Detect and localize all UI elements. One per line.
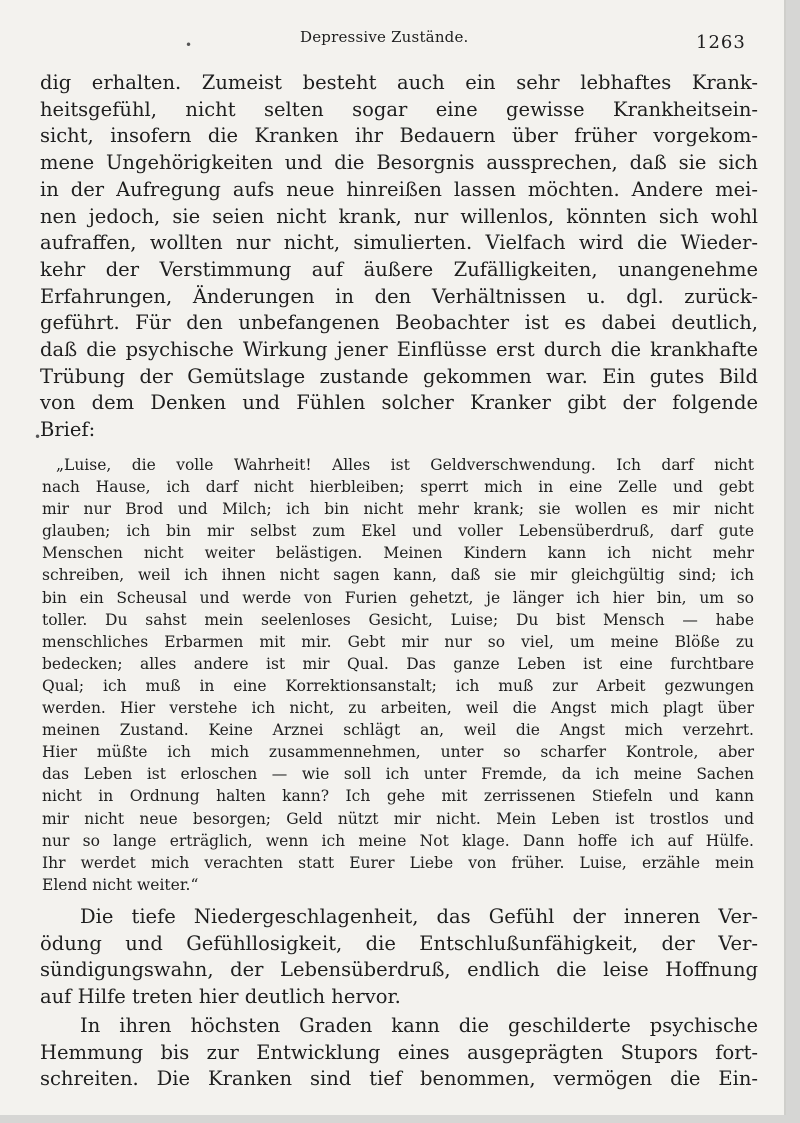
letter-line: bin ein Scheusal und werde von Furien gehetzt, je länger ich hier bin, um so bbox=[42, 588, 754, 607]
text-line: Erfahrungen, Änderungen in den Verhältnissen u. dgl. zurück- bbox=[40, 284, 758, 308]
letter-line: nicht in Ordnung halten kann? Ich gehe mit zerrissenen Stiefeln und kann bbox=[42, 787, 754, 806]
letter-line: schreiben, weil ich ihnen nicht sagen kann, daß sie mir gleichgültig sind; ich bbox=[42, 566, 754, 585]
text-line: schreiten. Die Kranken sind tief benommen, vermögen die Ein- bbox=[40, 1067, 758, 1091]
text-line: Trübung der Gemütslage zustande gekommen war. Ein gutes Bild bbox=[40, 364, 758, 388]
text-line: In ihren höchsten Graden kann die geschilderte psychische bbox=[80, 1014, 758, 1037]
text-line: heitsgefühl, nicht selten sogar eine gewisse Krankheitsein- bbox=[40, 97, 758, 121]
paragraph-2 bbox=[40, 904, 758, 1011]
text-line: kehr der Verstimmung auf äußere Zufälligkeiten, unangenehme bbox=[40, 257, 758, 281]
letter-line: glauben; ich bin mir selbst zum Ekel und voller Lebensüberdruß, darf gute bbox=[42, 522, 754, 541]
text-line: sicht, insofern die Kranken ihr Bedauern über früher vorgekom- bbox=[40, 124, 758, 148]
text-line: geführt. Für den unbefangenen Beobachter ist es dabei deutlich, bbox=[40, 311, 758, 335]
letter-line: Qual; ich muß in eine Korrektionsanstalt; ich muß zur Arbeit gezwungen bbox=[42, 676, 754, 695]
text-line: nen jedoch, sie seien nicht krank, nur willenlos, könnten sich wohl bbox=[40, 204, 758, 228]
letter-line: meinen Zustand. Keine Arznei schlägt an, weil die Angst mich verzehrt. bbox=[42, 721, 754, 740]
letter-line: „Luise, die volle Wahrheit! Alles ist Geldverschwendung. Ich darf nicht bbox=[56, 456, 754, 474]
text-line: daß die psychische Wirkung jener Einflüsse erst durch die krankhafte bbox=[40, 338, 758, 362]
text-line: in der Aufregung aufs neue hinreißen lassen möchten. Andere mei- bbox=[40, 177, 758, 201]
text-line: Die tiefe Niedergeschlagenheit, das Gefühl der inneren Ver- bbox=[80, 905, 758, 928]
letter-line: nur so lange erträglich, wenn ich meine Not klage. Dann hoffe ich auf Hülfe. bbox=[42, 831, 754, 850]
text-line: dig erhalten. Zumeist besteht auch ein sehr lebhaftes Krank- bbox=[40, 71, 758, 94]
paragraph-1 bbox=[40, 70, 758, 444]
text-line: auf Hilfe treten hier deutlich hervor. bbox=[40, 985, 401, 1009]
letter-line: mir nicht neue besorgen; Geld nützt mir nicht. Mein Leben ist trostlos und bbox=[42, 809, 754, 828]
letter-line: Elend nicht weiter.“ bbox=[42, 875, 199, 894]
letter-line: mir nur Brod und Milch; ich bin nicht mehr krank; sie wollen es mir nicht bbox=[42, 500, 754, 519]
letter-line: das Leben ist erloschen — wie soll ich unter Fremde, da ich meine Sachen bbox=[42, 765, 754, 784]
letter-line: Ihr werdet mich verachten statt Eurer Liebe von früher. Luise, erzähle mein bbox=[42, 853, 754, 872]
letter-line: toller. Du sahst mein seelenloses Gesicht, Luise; Du bist Mensch — habe bbox=[42, 610, 754, 629]
text-line: Brief: bbox=[40, 418, 96, 442]
text-line: mene Ungehörigkeiten und die Besorgnis aussprechen, daß sie sich bbox=[40, 151, 758, 175]
speck-mark: • bbox=[185, 38, 193, 52]
text-line: Hemmung bis zur Entwicklung eines ausgeprägten Stupors fort- bbox=[40, 1040, 758, 1064]
speck-mark: • bbox=[34, 430, 42, 444]
paragraph-3 bbox=[40, 1013, 758, 1093]
letter-line: menschliches Erbarmen mit mir. Gebt mir nur so viel, um meine Blöße zu bbox=[42, 632, 754, 651]
text-line: aufraffen, wollten nur nicht, simulierten. Vielfach wird die Wieder- bbox=[40, 231, 758, 255]
letter-line: Menschen nicht weiter belästigen. Meinen Kindern kann ich nicht mehr bbox=[42, 544, 754, 563]
letter-line: Hier müßte ich mich zusammennehmen, unter so scharfer Kontrole, aber bbox=[42, 743, 754, 762]
running-head: Depressive Zustände. bbox=[300, 28, 469, 46]
text-line: von dem Denken und Fühlen solcher Kranker gibt der folgende bbox=[40, 391, 758, 415]
letter-line: nach Hause, ich darf nicht hierbleiben; sperrt mich in eine Zelle und gebt bbox=[42, 478, 754, 497]
text-line: sündigungswahn, der Lebensüberdruß, endlich die leise Hoffnung bbox=[40, 958, 758, 982]
quoted-letter bbox=[42, 454, 754, 896]
page-number: 1263 bbox=[696, 32, 746, 53]
letter-line: werden. Hier verstehe ich nicht, zu arbeiten, weil die Angst mich plagt über bbox=[42, 699, 754, 718]
letter-line: bedecken; alles andere ist mir Qual. Das ganze Leben ist eine furchtbare bbox=[42, 654, 754, 673]
text-line: ödung und Gefühllosigkeit, die Entschlußunfähigkeit, der Ver- bbox=[40, 931, 758, 955]
